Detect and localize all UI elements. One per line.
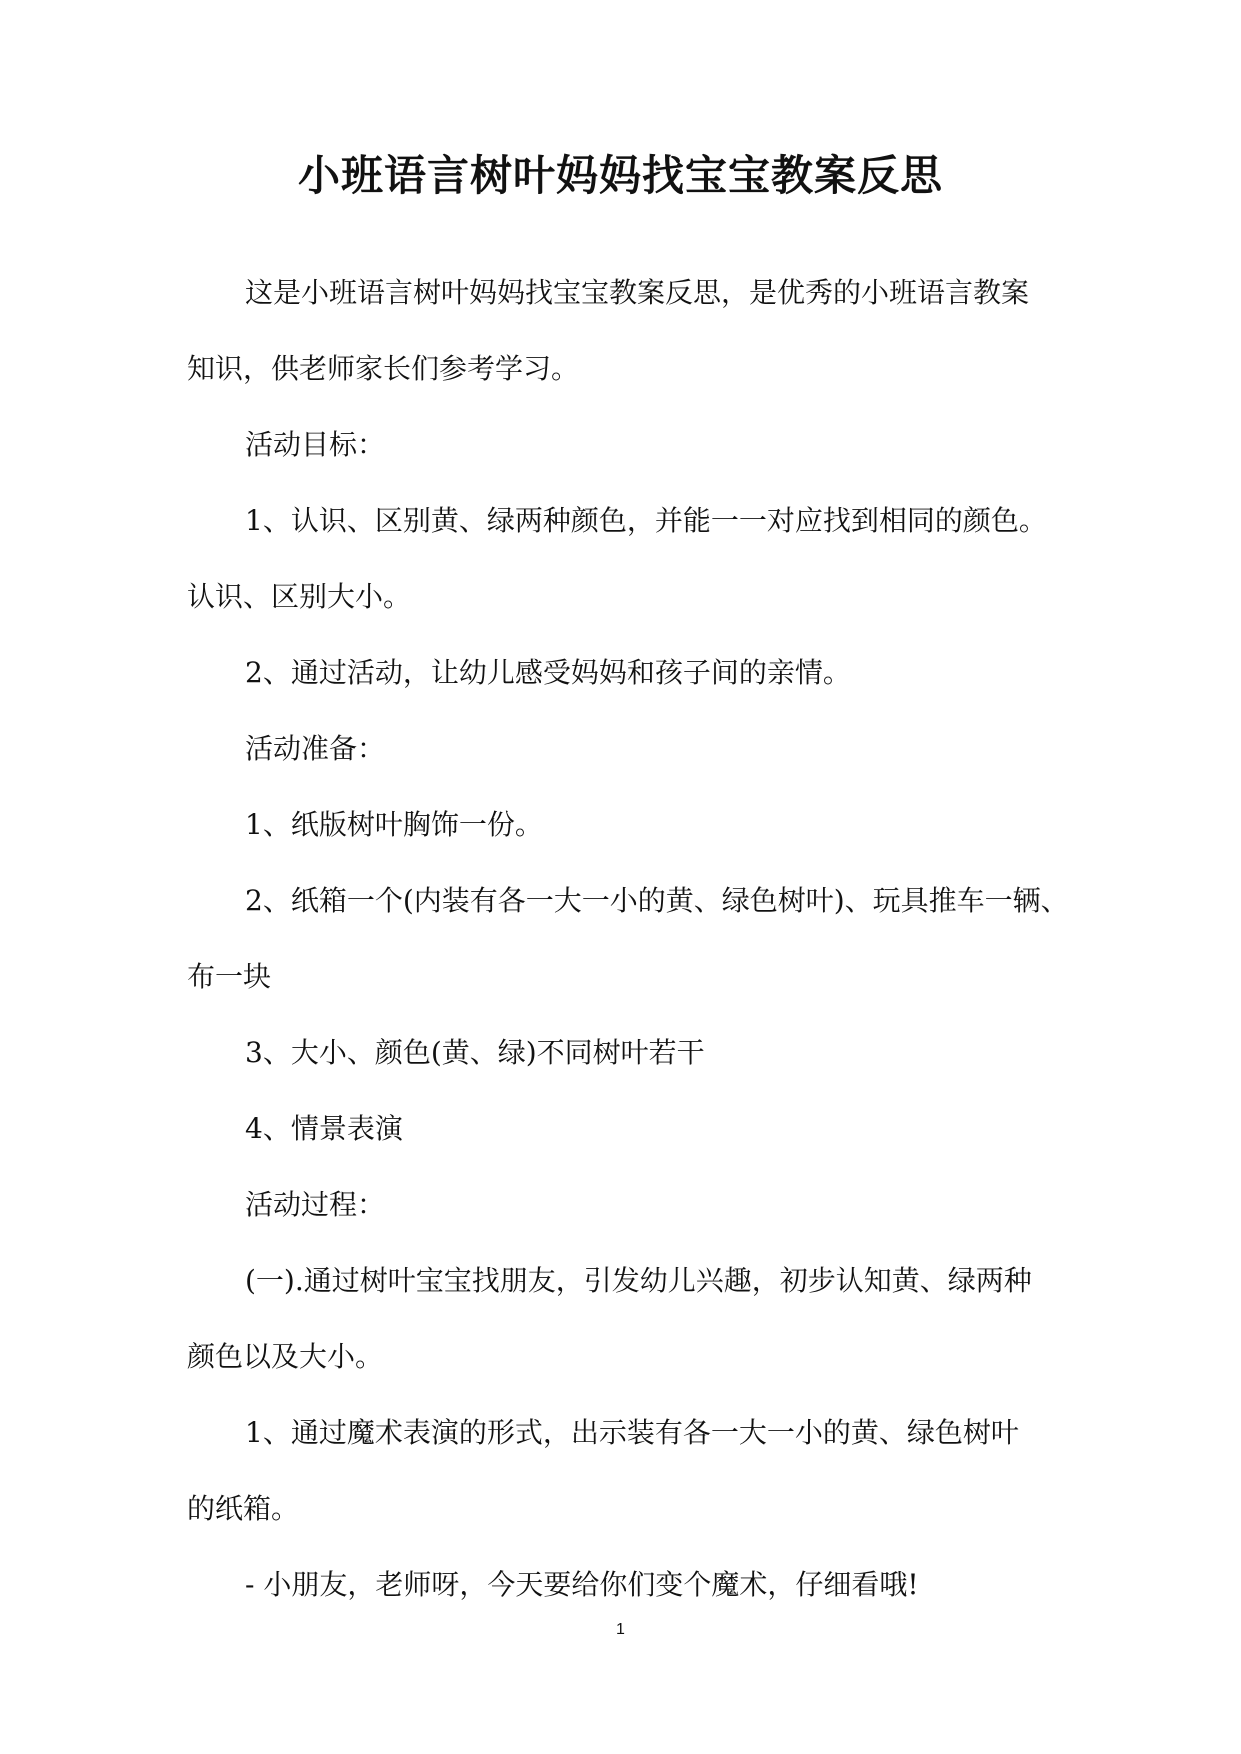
paragraph-line: 1、通过魔术表演的形式，出示装有各一大一小的黄、绿色树叶: [245, 1416, 1019, 1449]
page-number: 1: [616, 1621, 625, 1638]
paragraph-line: 2、纸箱一个(内装有各一大一小的黄、绿色树叶)、玩具推车一辆、: [245, 884, 1069, 917]
paragraph-line: 认识、区别大小。: [187, 580, 412, 613]
paragraph-line: 这是小班语言树叶妈妈找宝宝教案反思，是优秀的小班语言教案: [245, 276, 1030, 309]
document-body: [187, 255, 1067, 1623]
paragraph-line: 知识，供老师家长们参考学习。: [187, 352, 580, 385]
paragraph-line: 2、通过活动，让幼儿感受妈妈和孩子间的亲情。: [245, 656, 851, 689]
paragraph-line: 活动过程：: [245, 1188, 386, 1221]
paragraph-line: 1、纸版树叶胸饰一份。: [245, 808, 543, 841]
paragraph-line: - 小朋友，老师呀，今天要给你们变个魔术，仔细看哦!: [245, 1568, 919, 1601]
paragraph-line: 的纸箱。: [187, 1492, 300, 1525]
paragraph-line: (一).通过树叶宝宝找朋友，引发幼儿兴趣，初步认知黄、绿两种: [245, 1264, 1032, 1297]
paragraph-line: 4、情景表演: [245, 1112, 403, 1145]
paragraph-line: 活动目标：: [245, 428, 386, 461]
paragraph-line: 颜色以及大小。: [187, 1340, 384, 1373]
document-title: 小班语言树叶妈妈找宝宝教案反思: [297, 151, 943, 200]
paragraph-line: 活动准备：: [245, 732, 386, 765]
paragraph-line: 布一块: [187, 960, 272, 993]
paragraph-line: 1、认识、区别黄、绿两种颜色，并能一一对应找到相同的颜色。: [245, 504, 1047, 537]
paragraph-line: 3、大小、颜色(黄、绿)不同树叶若干: [245, 1036, 705, 1069]
